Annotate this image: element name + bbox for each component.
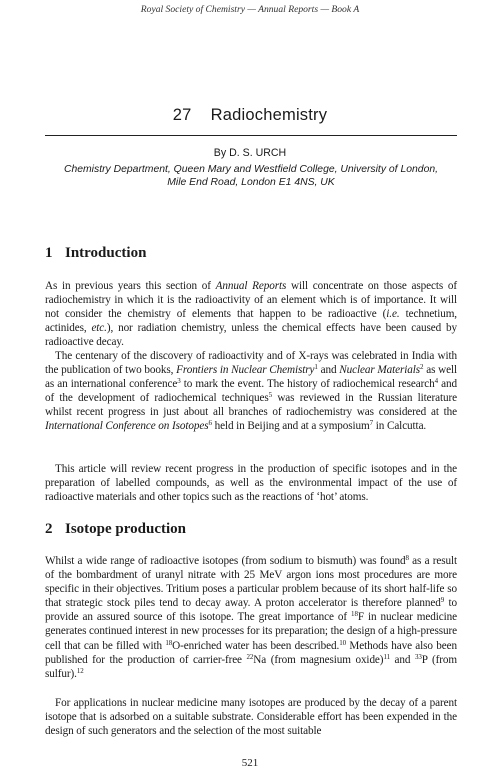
- paragraph: For applications in nuclear medicine many isotopes are produced by the decay of a parent isotope that is adsorbed on a suitable substrate. Considerable effort has been expended in the design of such generators and the selection of the most suitable: [45, 697, 457, 738]
- citation: 7: [369, 419, 374, 428]
- page-number: 521: [241, 757, 259, 769]
- affiliation-line: Chemistry Department, Queen Mary and Westfield College, University of London,: [63, 164, 439, 175]
- citation: 8: [405, 554, 409, 562]
- section-number: 2: [45, 521, 53, 537]
- citation: 3: [177, 377, 181, 386]
- paragraph: The centenary of the discovery of radioactivity and of X-rays was celebrated in India with the publication of two books, Frontiers in Nuclear Chemistry$^1$ and Nuclear Materials$^2$ as well as an international conference$^3$ to mark the event. The history of radiochemical research$^4$ and of the development of radiochemical techniques$^5$ was reviewed in the Russian literature whilst recent progress in just about all branches of radiochemistry was considered at the International Conference on Isotopes$^6$ held in Beijing and at a symposium$^7$ in Calcutta.: [45, 350, 458, 433]
- mass-number: 33: [414, 652, 422, 661]
- mass-number: 18: [351, 610, 358, 619]
- citation: 11: [383, 652, 390, 661]
- citation: 5: [268, 391, 273, 400]
- section-number: 1: [45, 245, 53, 261]
- chapter-title-rule: [45, 135, 457, 136]
- mass-number: 22: [246, 652, 254, 661]
- citation: 10: [339, 638, 347, 647]
- section-heading-isotope-production: [45, 521, 186, 538]
- mass-number: 18: [165, 638, 173, 647]
- citation: 4: [434, 377, 438, 386]
- paragraph: As in previous years this section of Annual Reports will concentrate on those aspects of radiochemistry in which it is the radioactivity of an element which is of importance. It will not consider the chemistry of elements that happen to be radioactive (i.e. technetium, actinides, etc.), nor radiation chemistry, unless the chemical effects have been caused by radioactive decay.: [45, 280, 457, 349]
- author-byline: By D. S. URCH: [213, 147, 287, 159]
- citation: 6: [208, 419, 212, 428]
- affiliation-line: Mile End Road, London E1 4NS, UK: [167, 177, 335, 188]
- citation: 12: [76, 666, 84, 675]
- citation: 1: [314, 363, 318, 372]
- author-affiliation: [48, 163, 454, 189]
- paragraph: This article will review recent progress in the production of specific isotopes and in the preparation of labelled compounds, as well as the environmental impact of the use of radioactive materials and other topics such as the reactions of ‘hot’ atoms.: [45, 463, 457, 504]
- paragraph: Whilst a wide range of radioactive isotopes (from sodium to bismuth) was found$^8$ as a result of the bombardment of uranyl nitrate with 25 MeV argon ions most procedures are more specific in their objectives. Tritium poses a particular problem because of its short half-life so that strategic stock piles tend to decay away. A proton accelerator is therefore planned$^9$ to provide an assured source of this isotope. The great importance of $^{18}$F in nuclear medicine generates continued interest in new processes for its preparation; the design of a high-pressure cell that can be filled with $^{18}$O-enriched water has been described.$^{10}$ Methods have also been published for the production of carrier-free $^{22}$Na (from magnesium oxide)$^{11}$ and $^{33}$P (from sulfur).$^{12}$: [45, 554, 458, 680]
- section-heading-introduction: [45, 245, 146, 262]
- citation: 2: [420, 363, 424, 372]
- running-head: Royal Society of Chemistry — Annual Reports — Book A: [140, 4, 360, 15]
- section-title: Introduction: [65, 245, 147, 261]
- citation: 9: [440, 596, 445, 605]
- chapter-title: 27 Radiochemistry: [172, 106, 328, 124]
- section-title: Isotope production: [65, 521, 186, 537]
